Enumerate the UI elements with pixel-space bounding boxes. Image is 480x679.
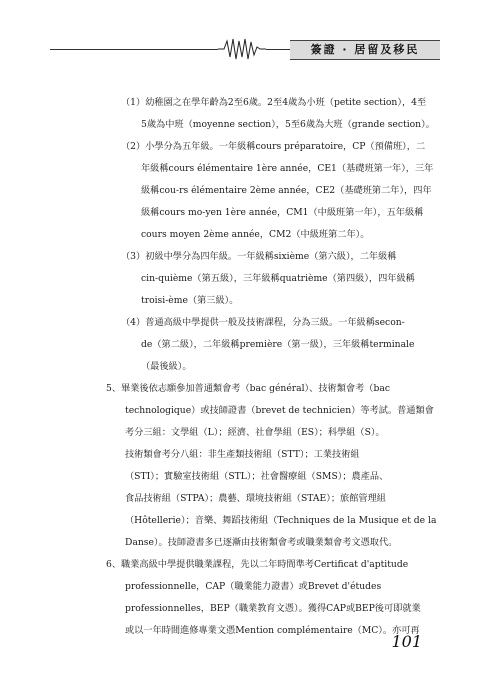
- text-line: （2）小學分為五年級。一年級稱cours préparatoire，CP（預備班），二: [121, 141, 426, 152]
- text-line: （3）初級中學分為四年級。一年級稱sixième（第六級），二年級稱: [121, 251, 397, 262]
- text-line: 技術類會考分八組：非生產類技術組（STT）；工業技術組: [125, 449, 360, 460]
- header-wave-ornament: [218, 37, 266, 61]
- text-line: （最後級）。: [141, 361, 192, 372]
- text-line: troisi-ème（第三級）。: [141, 295, 239, 306]
- text-line: 級稱cours mo-yen 1ère année，CM1（中級班第一年），五年級稱: [141, 207, 424, 218]
- text-line: 級稱cou-rs élémentaire 2ème année，CE2（基礎班第二年），四年: [141, 185, 432, 196]
- text-line: 年級稱cours élémentaire 1ère année，CE1（基礎班第一年），三年: [141, 163, 434, 174]
- text-line: professionnelle，CAP（職業能力證書）或Brevet d'études: [125, 581, 382, 592]
- text-line: 6、職業高級中學提供職業課程，先以二年時間準考Certificat d'aptitude: [106, 559, 409, 570]
- text-line: cours moyen 2ème année，CM2（中級班第二年）。: [141, 229, 370, 240]
- section-title: 簽證 · 居留及移民: [290, 40, 440, 60]
- text-line: 考分三組：文學組（L）；經濟、社會學組（ES）；科學組（S）。: [125, 427, 385, 438]
- text-line: 或以一年時間進修專業文憑Mention complémentaire（MC）。亦可再: [125, 625, 420, 636]
- text-line: professionnelles，BEP（職業教育文憑）。獲得CAP或BEP後可即就業: [125, 603, 421, 614]
- text-line: de（第二級），二年級稱première（第一級），三年級稱terminale: [141, 339, 415, 350]
- running-header: [0, 34, 480, 64]
- text-line: cin-quième（第五級），三年級稱quatrième（第四級），四年級稱: [141, 273, 415, 284]
- text-line: （STI）；實驗室技術組（STL）；社會醫療組（SMS）；農產品、: [125, 471, 389, 482]
- page-number: 101: [391, 632, 422, 651]
- text-line: 5、畢業後依志願參加普通類會考（bac général）、技術類會考（bac: [106, 383, 390, 394]
- text-line: （1）幼稚園之在學年齡為2至6歲。2至4歲為小班（petite section），4至: [121, 97, 427, 108]
- text-line: Danse）。技師證書多已逐漸由技術類會考或職業類會考文憑取代。: [125, 537, 398, 548]
- text-line: （Hôtellerie）；音樂、舞蹈技術組（Techniques de la Musique et de la: [125, 515, 437, 526]
- text-line: 食品技術組（STPA）；農藝、環境技術組（STAE）；旅館管理組: [125, 493, 386, 504]
- text-line: technologique）或技師證書（brevet de technicien）等考試。普通類會: [125, 405, 434, 416]
- text-line: 5歲為中班（moyenne section），5至6歲為大班（grande section）。: [141, 119, 435, 130]
- text-line: （4）普通高級中學提供一般及技術課程，分為三級。一年級稱secon-: [121, 317, 405, 328]
- header-rule-right: [266, 49, 290, 50]
